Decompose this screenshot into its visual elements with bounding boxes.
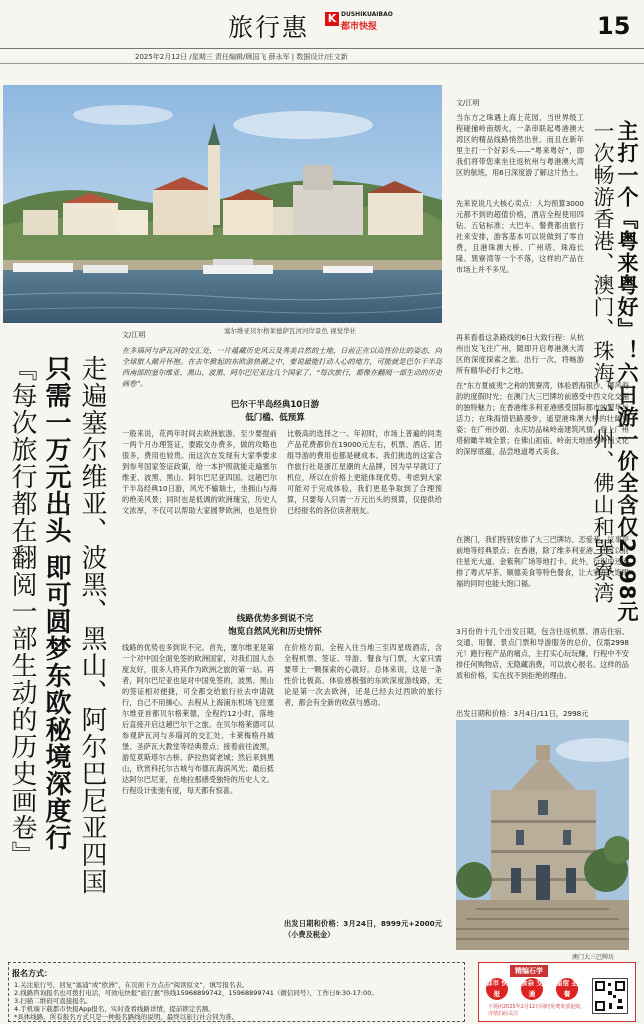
- registration-line: 4.手机端下载都市快报App报名，实时查看线路详情，提前锁定名额。: [14, 1005, 215, 1013]
- promo-title: 精编石学: [510, 965, 548, 977]
- promo-badge: 食杂 交通: [521, 979, 543, 998]
- belgrade-illustration: [3, 85, 442, 323]
- section-title: 旅行惠: [228, 13, 310, 42]
- meta-divider: [0, 63, 644, 64]
- ruins-of-st-paul-photo: [456, 720, 629, 950]
- brand-name: 都市快报: [341, 22, 378, 32]
- article-body-2: 线路的优势也多到说不完。首先，塞尔维亚是第一个对中国全面免签的欧洲国家，对我们国人态度友好，很多人将其作为欧洲之旅的第一站。再者，阿尔巴尼亚也是对中国免签的，波黑、黑山的签证相对便捷，可全都交给旅行社去申请就行，自己不用操心。去程从上海浦东机场飞往塞尔维亚首都贝尔格莱德，全程约12小时，落地后直接开启这趟巴尔干之旅。在贝尔格莱德可以参观萨瓦河与多瑙河的交汇处、卡莱梅格丹城堡、圣萨瓦大教堂等经典景点；接着前往波黑，游览莫斯塔尔古桥、萨拉热窝老城；然后来到黑山，欣赏科托尔古城与布德瓦海滨风光；最后抵达阿尔巴尼亚，在地拉那感受独特的历史人文。行程设计张弛有度，每天都有惊喜。: [122, 643, 274, 795]
- right-schedule: 出发日期和价格：3月4日/11日，2998元: [456, 709, 589, 718]
- ruins-illustration: [456, 720, 629, 950]
- registration-label: 报名方式：: [12, 969, 52, 978]
- right-byline: 文/江明: [456, 99, 480, 107]
- belgrade-photo: [3, 85, 442, 323]
- article-schedule: 出发日期和价格：3月24日，8999元+2000元（小费及税金）: [284, 919, 442, 939]
- right-headline-2: 一次畅游香港、澳门、珠海、广州、佛山和巽寮湾: [591, 120, 615, 604]
- article-byline: 文/江明: [122, 331, 146, 339]
- promo-badge: 星宿 圣餐: [556, 979, 578, 998]
- right-body-2: 先来说说几大核心卖点：人均预算3000元都不到的超值价格，酒店全程使用四钻、五钻标准；大巴车、餐费都由旅行社来安排，游客基本可以说做到了零自费，且港珠澳大桥、广州塔、珠海长隆、巽寮湾等一个不落，这样的产品在市场上并不多见。: [456, 199, 584, 274]
- headline-line-2: 只需一万元出头 即可圆梦东欧秘境深度行: [41, 355, 71, 852]
- promo-description: 千场团2025年2月12日同时免费发放抢购，详情扫码关注: [488, 1004, 586, 1017]
- photo2-caption: 澳门大三巴牌坊: [572, 954, 615, 961]
- headline-line-1: 走遍塞尔维亚、波黑、黑山、阿尔巴尼亚四国: [77, 355, 107, 895]
- right-body-4: 在“东方夏威夷”之称的巽寮湾，体验碧海银沙、椰风海韵的度假时光；在澳门大三巴牌坊前感受中西文化交融的独特魅力；在香港维多利亚港感受国际都市的繁华与活力；在珠海情侣路漫步，遥望港珠澳大桥的壮阔身姿；在广州沙面、永庆坊品味岭南建筑风情，登上广州塔俯瞰羊城全景；在佛山祖庙、岭南天地感受岭南文化的深厚底蕴，品尝地道粤式美食。: [456, 381, 629, 456]
- article-intro: 在多瑙河与萨瓦河的交汇处，一片蕴藏历史风云及秀美自然的土地，日前正在以高性价比的姿态，向全球旅人敞开怀抱。在去年掀起的东欧游热潮之中，要说最能打动人心的地方，可能就是巴尔干半岛西南部的塞尔维亚、黑山、波黑、阿尔巴尼亚这几个国家了，“每次旅行，都像在翻阅一部生动的历史画卷”。: [122, 346, 442, 388]
- issue-meta: 2025年2月12日 /星期三 责任编辑/顾国飞 薛永军 | 数据设计/庄文新: [135, 53, 348, 61]
- registration-line: 2.线路咨询报名也可拨打电话，可致电快报“旅行惠”热线15968899742，15968899741（微信同号），工作日9:30-17:00。: [14, 989, 378, 997]
- right-body-3: 再来看看这条路线的6日大致行程：从杭州出发飞往广州，随即开启粤港澳大湾区的深度探索之旅。出行一次，将畅游所有精华必打卡之地。: [456, 333, 584, 375]
- subhead-2-line-1: 线路优势多到说不完: [236, 614, 314, 624]
- right-body-1: 当东方之珠遇上海上花园，当世界级工程碰撞岭南烟火，一条串联起粤港澳大湾区的精品线路悄然出世。而且在新年里主打一个好彩头——“粤来粤好”，即我们将带您乘坐往返杭州与粤港澳大湾区的航班，用6日深度游了解这片热土。: [456, 113, 584, 177]
- article-body-3: 在价格方面，全程入住当地三至四星级酒店，含全程机票、签证、导游、餐食与门票，大家只需要带上一颗探索的心就好。总体来说，这是一条性价比极高、体验感极强的东欧深度游线路，无论是第一次去欧洲，还是已经去过西欧的旅行者，都会有全新的收获与感动。: [284, 643, 442, 707]
- article-body-1: 一般来说，花两年时间去欧洲旅游，至少要提前一两个月办理签证，要跟交办费多，做的攻略也很多，费用也较贵。而这次在发现有大家季要求到参考国家签证政策，给一本护照就能走遍塞尔维亚、波黑、黑山、阿尔巴尼亚四国。这趟巴尔干半岛经典10日游，风光不输瑞士，坐拥山与海的绝美风景；同时也是低调的欧洲瑰宝，历史人文浓厚，不仅可以帮助大家圆梦欧洲，也是性价比极高的选择之一。年初时，市场上普遍的同类产品花费都价在19000元左右，机票、酒店、团组导游的费用也都是硬成本。我们挑选的这家合作旅行社是浙江星潮的大品牌，因为早早就订了机位，所以在价格上更能体现优势。考虑到大家可能对于完成体验，我们更是争取到了合理预算，只要每人只需一万元出头的预算，仅提供给已经报名的各位读者朋友。: [122, 429, 442, 515]
- right-body-5: 在澳门，我们特别安排了大三巴牌坊、恋爱巷、议事亭前地等经典景点；在香港，除了维多利亚港，还可以前往星光大道、金紫荆广场等地打卡。此外，行程中还安排了粤式早茶、顺德美食等特色餐食，让大家在大饱眼福的同时也能大饱口福。: [456, 535, 629, 588]
- brand-name-en: DUSHIKUAIBAO: [341, 11, 393, 18]
- right-body-6: 3月份的十几个出发日期，包含往返机票、酒店住宿、交通、用餐、景点门票和导游服务的总价，仅需2998元！跑行程产品的痛点，主打实心玩玩赚，行程中不安排任何购物店，无隐藏消费，可以放心报名。这样的品质和价格，实在找不到拒绝的理由。: [456, 627, 629, 680]
- registration-line: 3.扫描二维码可直接报名。: [14, 997, 92, 1005]
- page-number: 15: [597, 12, 631, 40]
- subhead-1-line-1: 巴尔干半岛经典10日游: [230, 400, 320, 410]
- subhead-1-line-2: 低门槛、低预算: [245, 413, 305, 423]
- registration-line: *具体线路，所有报名方式只是一种报名路线的说明，最终以旅行社合同为准。: [14, 1013, 239, 1021]
- promo-badge: 都市 快报: [486, 979, 508, 998]
- brand-logo-icon: K: [325, 12, 339, 26]
- subhead-2-line-2: 饱览自然风光和历史情怀: [228, 627, 322, 637]
- photo-caption: 塞尔维亚贝尔格莱德萨瓦河河岸景色 视觉华社: [224, 327, 357, 335]
- registration-line: 1.关注旅行号，回复“塞浦”或“欧洲”，在页面下方点击“阅读原文”，填写报名表。: [14, 981, 249, 989]
- headline-line-3: 『每次旅行都在翻阅一部生动的历史画卷』: [7, 355, 37, 868]
- header-divider: [0, 48, 644, 49]
- qr-code-icon[interactable]: [592, 978, 628, 1014]
- right-headline-1: 主打一个『粤来粤好』！六日游一价全含仅2998元: [615, 120, 639, 623]
